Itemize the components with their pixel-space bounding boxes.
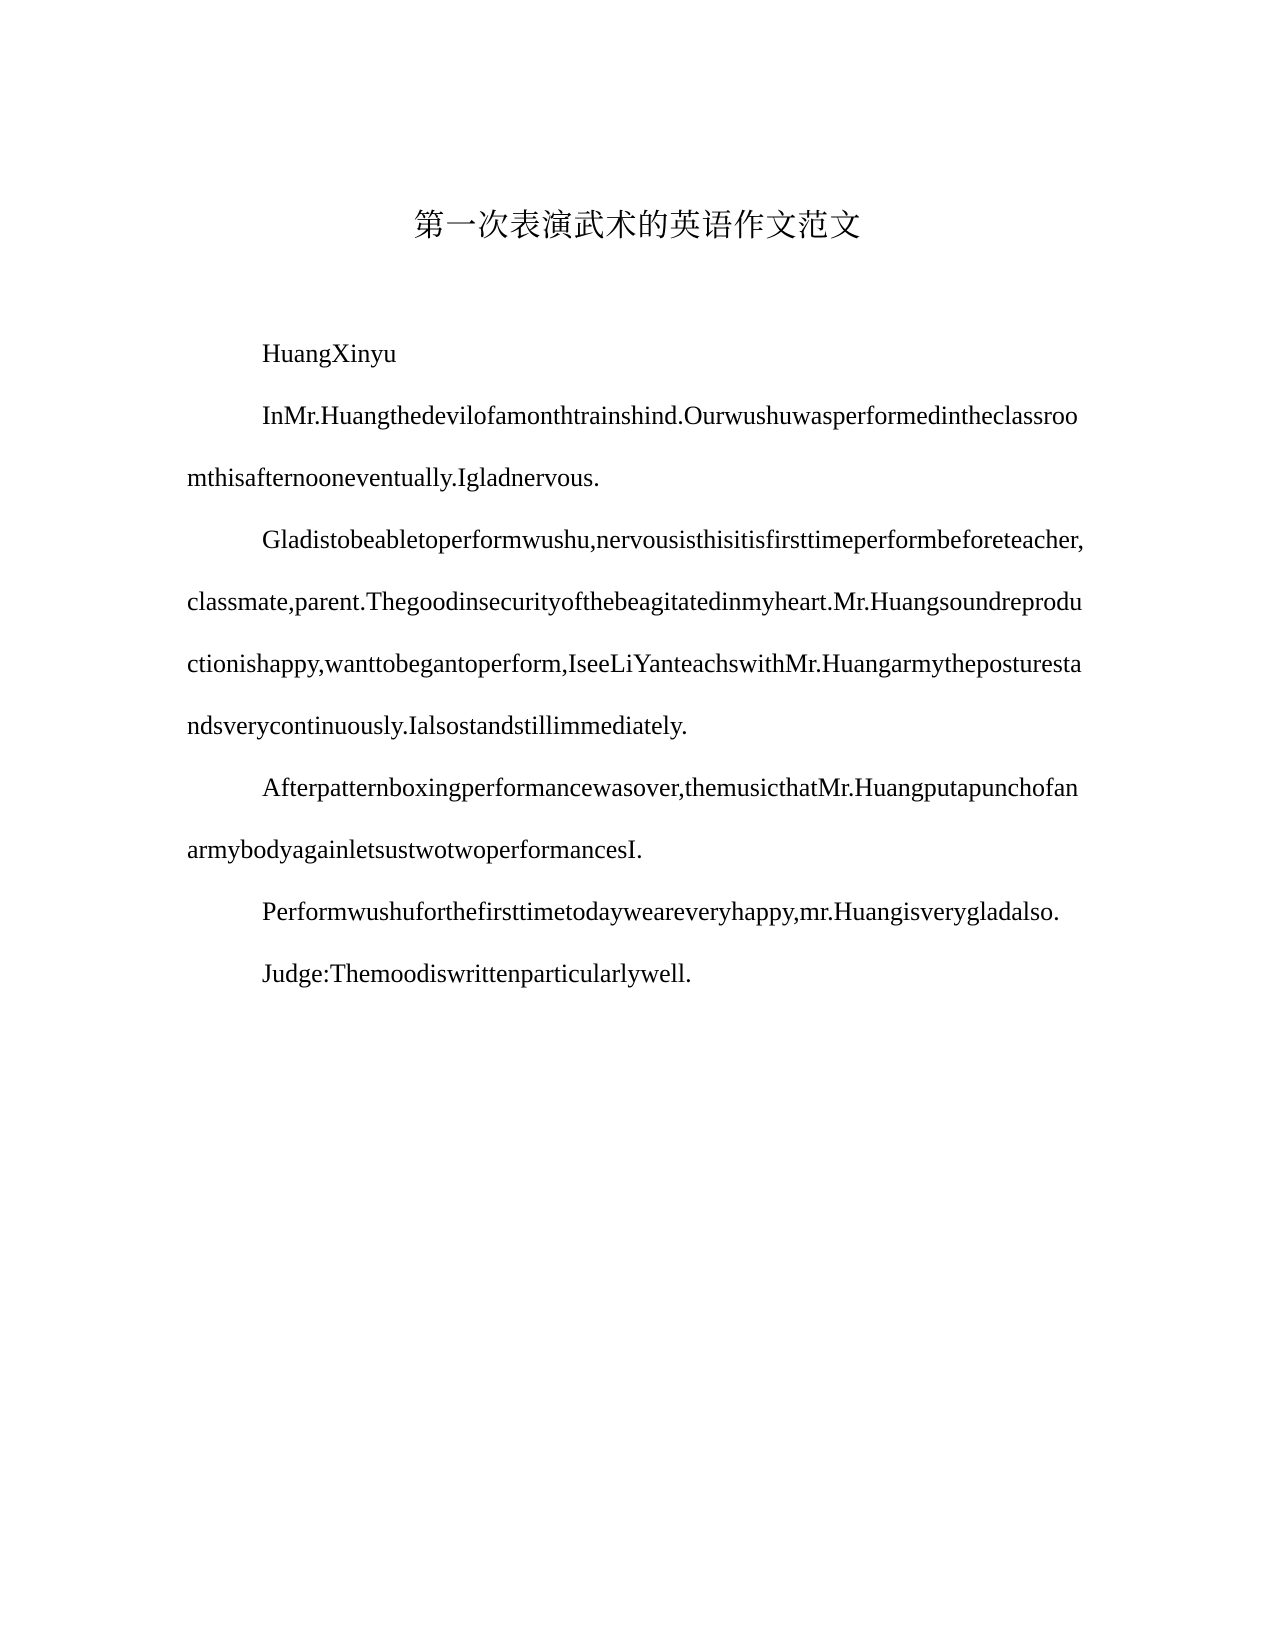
document-title: 第一次表演武术的英语作文范文 xyxy=(413,208,862,244)
paragraph-2: Gladistobeabletoperformwushu,nervousisthisitisfirsttimeperformbeforeteacher,classmate,parent.Thegoodinsecurityofthebeagitatedinmyheart.Mr.Huangsoundreproductionishappy,wanttobegantoperform,IseeLiYanteachswithMr.Huangarmytheposturestandsverycontinuously.Ialsostandstillimmediately. xyxy=(187,525,1085,740)
author-line: HuangXinyu xyxy=(262,339,397,368)
paragraph-3: Afterpatternboxingperformancewasover,themusicthatMr.HuangputapunchofanarmybodyagainletsustwotwoperformancesI. xyxy=(187,773,1079,864)
paragraph-1: InMr.Huangthedevilofamonthtrainshind.Ourwushuwasperformedintheclassroomthisafternooneventually.Igladnervous. xyxy=(187,401,1078,492)
judge-comment: Judge:Themoodiswrittenparticularlywell. xyxy=(262,959,692,988)
paragraph-4: Performwushuforthefirsttimetodayweareveryhappy,mr.Huangisverygladalso. xyxy=(262,897,1060,926)
document-body xyxy=(187,323,1087,1005)
